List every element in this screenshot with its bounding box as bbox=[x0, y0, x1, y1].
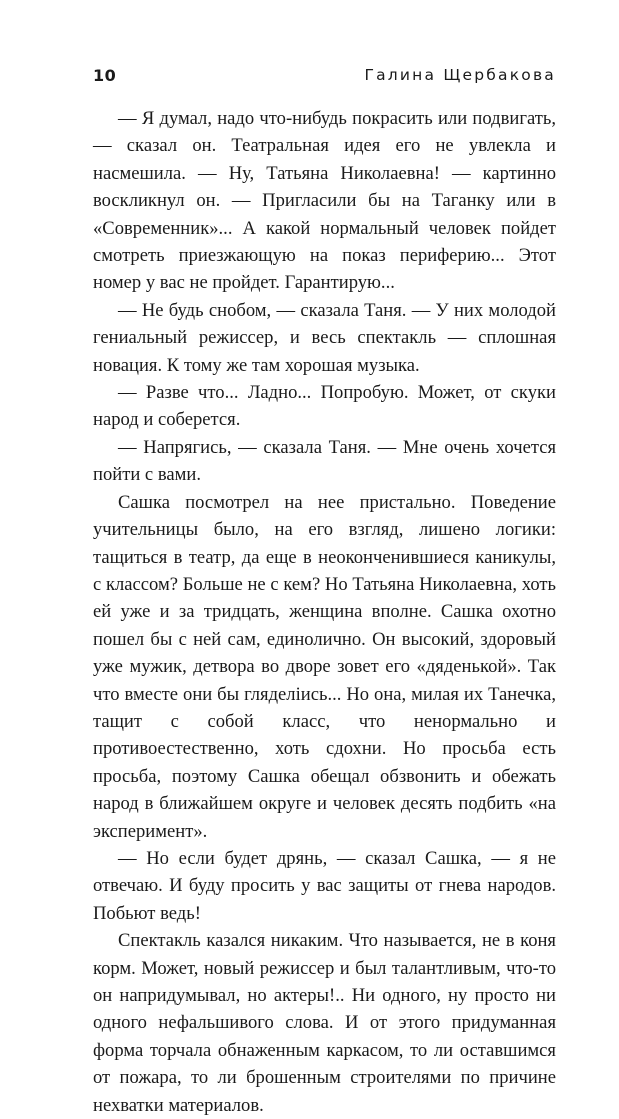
paragraph: — Но если будет дрянь, — сказал Сашка, — я не отвечаю. И буду просить у вас защиты от гнева народов. Побьют ведь! bbox=[93, 847, 556, 924]
body-text bbox=[93, 105, 556, 1119]
paragraph: Спектакль казался никаким. Что называется, не в коня корм. Может, новый режиссер и был талантливым, что-то он напридумывал, но актеры!.. Ни одного, ну просто ни одного нефальшивого слова. И от этого придуманная форма торчала обнаженным каркасом, то ли оставшимся от пожара, то ли брошенным строителями по причине нехватки материалов. bbox=[93, 930, 556, 1116]
paragraph: Сашка посмотрел на нее пристально. Поведение учительницы было, на его взгляд, лишено логики: тащиться в театр, да еще в неоконченившиеся каникулы, с классом? Больше не с кем? Но Татьяна Николаевна, хоть ей уже и за тридцать, женщина вполне. Сашка охотно пошел бы с ней сам, единолично. Он высокий, здоровый уже мужик, детвора во дворе зовет его «дяденькой». Так что вместе они бы гляделіись... Но она, милая их Танечка, тащит с собой класс, что ненормально и противоестественно, хоть сдохни. Но просьба есть просьба, поэтому Сашка обещал обзвонить и обежать народ в ближайшем округе и человек десять подбить «на эксперимент». bbox=[93, 491, 556, 842]
paragraph: — Не будь снобом, — сказала Таня. — У них молодой гениальный режиссер, и весь спектакль — сплошная новация. К тому же там хорошая музыка. bbox=[93, 299, 556, 376]
paragraph: — Я думал, надо что-нибудь покрасить или подвигать, — сказал он. Театральная идея его не увлекла и насмешила. — Ну, Татьяна Николаевна! — картинно воскликнул он. — Пригласили бы на Таганку или в «Современник»... А какой нормальный человек пойдет смотреть приезжающую на показ периферию... Этот номер у вас не пройдет. Гарантирую... bbox=[93, 108, 556, 294]
page-header bbox=[93, 66, 556, 90]
running-head-author: Галина Щербакова bbox=[364, 66, 556, 84]
paragraph: — Напрягись, — сказала Таня. — Мне очень хочется пойти с вами. bbox=[93, 436, 556, 486]
paragraph: — Разве что... Ладно... Попробую. Может, от скуки народ и соберется. bbox=[93, 382, 556, 431]
page-number: 10 bbox=[93, 66, 117, 85]
